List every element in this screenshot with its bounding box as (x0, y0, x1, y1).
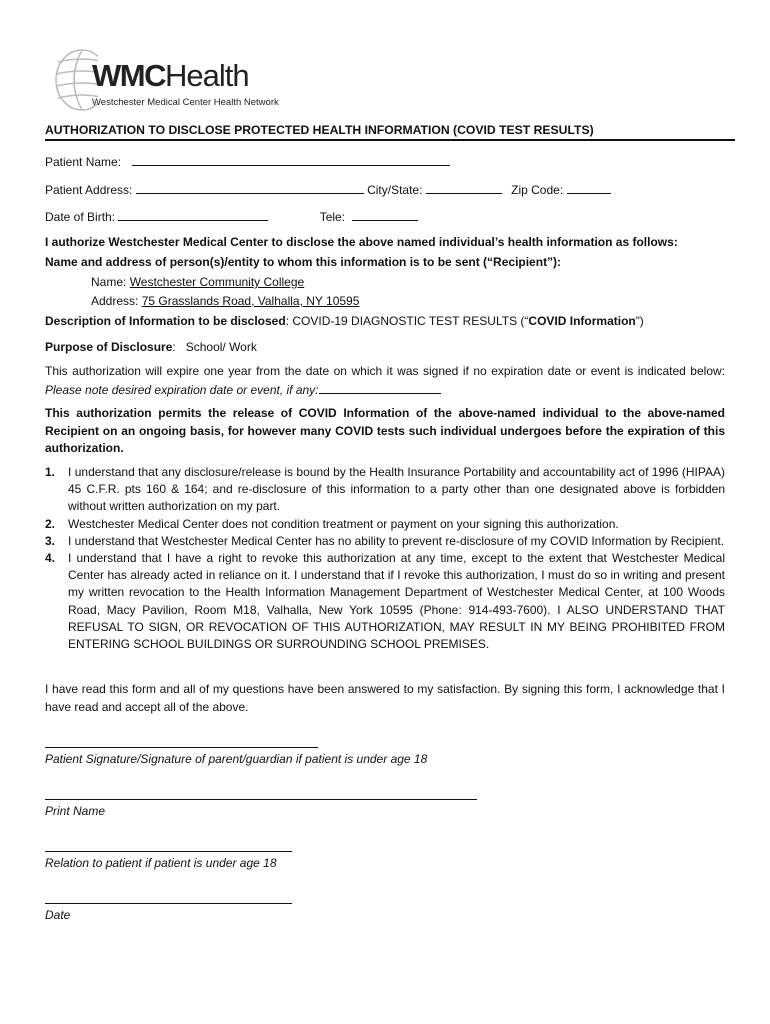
signature-line[interactable] (45, 747, 318, 748)
city-state-label: City/State: (367, 183, 423, 197)
description-row (45, 314, 644, 328)
acknowledge-paragraph: I have read this form and all of my questions have been answered to my satisfaction. By signing this form, I acknowledge that I have read and accept all of the above. (45, 682, 725, 714)
recipient-name-row (91, 275, 304, 289)
patient-address-row (45, 181, 611, 197)
zip-code-label: Zip Code: (511, 183, 564, 197)
recipient-heading: Name and address of person(s)/entity to whom this information is to be sent (“Recipient”): (45, 255, 562, 269)
recipient-name-value: Westchester Community College (129, 275, 305, 289)
dob-label: Date of Birth: (45, 210, 116, 224)
relation-label: Relation to patient if patient is under age 18 (45, 856, 277, 870)
description-suffix: ”) (635, 314, 644, 328)
list-item: 3. I understand that Westchester Medical Center has no ability to prevent re-disclosure of my COVID Information by Recipient. (45, 533, 725, 548)
city-state-field[interactable] (426, 181, 502, 194)
dob-row (45, 208, 418, 224)
logo-wordmark: WMCHealth (92, 58, 249, 93)
recipient-address-row (91, 294, 359, 308)
print-name-block[interactable] (45, 799, 477, 818)
patient-name-row (45, 153, 450, 169)
patient-address-label: Patient Address: (45, 183, 133, 197)
recipient-address-value: 75 Grasslands Road, Valhalla, NY 10595 (141, 294, 360, 308)
date-label: Date (45, 908, 71, 922)
description-bold: COVID Information (528, 314, 636, 328)
dob-field[interactable] (118, 208, 268, 221)
relation-block[interactable] (45, 851, 292, 870)
patient-name-label: Patient Name: (45, 155, 122, 169)
relation-line[interactable] (45, 851, 292, 852)
purpose-value: : School/ Work (172, 340, 257, 354)
purpose-label: Purpose of Disclosure (45, 340, 173, 354)
authorize-statement: I authorize Westchester Medical Center to disclose the above named individual’s health information as follows: (45, 235, 678, 249)
terms-list (45, 464, 725, 653)
expiration-paragraph (45, 363, 725, 399)
tele-field[interactable] (352, 208, 418, 221)
zip-code-field[interactable] (567, 181, 611, 194)
form-title: AUTHORIZATION TO DISCLOSE PROTECTED HEALTH INFORMATION (COVID TEST RESULTS) (45, 123, 735, 141)
tele-label: Tele: (319, 210, 346, 224)
list-item: 2. Westchester Medical Center does not condition treatment or payment on your signing this authorization. (45, 516, 619, 531)
list-item: 4. I understand that I have a right to revoke this authorization at any time, except to the extent that Westchester Medical Center has already acted in reliance on it. I understand that if I revoke this authorization, I must do so in writing and present my written revocation to the Health Information Management Department of Westchester Medical Center, at 100 Woods Road, Macy Pavilion, Room M18, Valhalla, New York 10595 (Phone: 914-493-7600). I ALSO UNDERSTAND THAT REFUSAL TO SIGN, OR REVOCATION OF THIS AUTHORIZATION, MAY RESULT IN MY BEING PROHIBITED FROM ENTERING SCHOOL BUILDINGS OR SURROUNDING SCHOOL PREMISES. (45, 551, 725, 652)
description-label: Description of Information to be disclosed (45, 314, 286, 328)
recipient-address-label: Address: (91, 294, 139, 308)
expiration-field[interactable] (319, 381, 441, 394)
logo-network: Westchester Medical Center Health Network (92, 97, 279, 108)
patient-address-field[interactable] (136, 181, 364, 194)
print-name-line[interactable] (45, 799, 477, 800)
ongoing-paragraph: This authorization permits the release of COVID Information of the above-named individual to the above-named Recipient on an ongoing basis, for however many COVID tests such individual undergoes before the expiration of this authorization. (45, 406, 725, 455)
wmc-health-logo (52, 48, 292, 112)
print-name-label: Print Name (45, 804, 106, 818)
expiration-italic: Please note desired expiration date or event, if any: (45, 382, 319, 397)
expiration-text: This authorization will expire one year from the date on which it was signed if no expiration date or event is indicated below: (45, 364, 725, 378)
date-line[interactable] (45, 903, 292, 904)
patient-name-field[interactable] (132, 153, 450, 166)
description-prefix: : COVID-19 DIAGNOSTIC TEST RESULTS (“ (285, 314, 529, 328)
purpose-row (45, 340, 257, 354)
list-item: 1. I understand that any disclosure/release is bound by the Health Insurance Portability and accountability act of 1996 (HIPAA) 45 C.F.R. pts 160 & 164; and re-disclosure of this information to a party other than one designated above is forbidden without written authorization on my part. (45, 465, 725, 514)
ongoing-text: This authorization permits the release of COVID Information of the above-named individual to the above-named Recipient on an ongoing basis, for however many COVID tests such individual undergoes before the expiration of this authorization (45, 406, 725, 455)
date-block[interactable] (45, 903, 292, 922)
patient-signature-block[interactable] (45, 747, 428, 766)
patient-signature-label: Patient Signature/Signature of parent/guardian if patient is under age 18 (45, 752, 428, 766)
recipient-name-label: Name: (91, 275, 127, 289)
